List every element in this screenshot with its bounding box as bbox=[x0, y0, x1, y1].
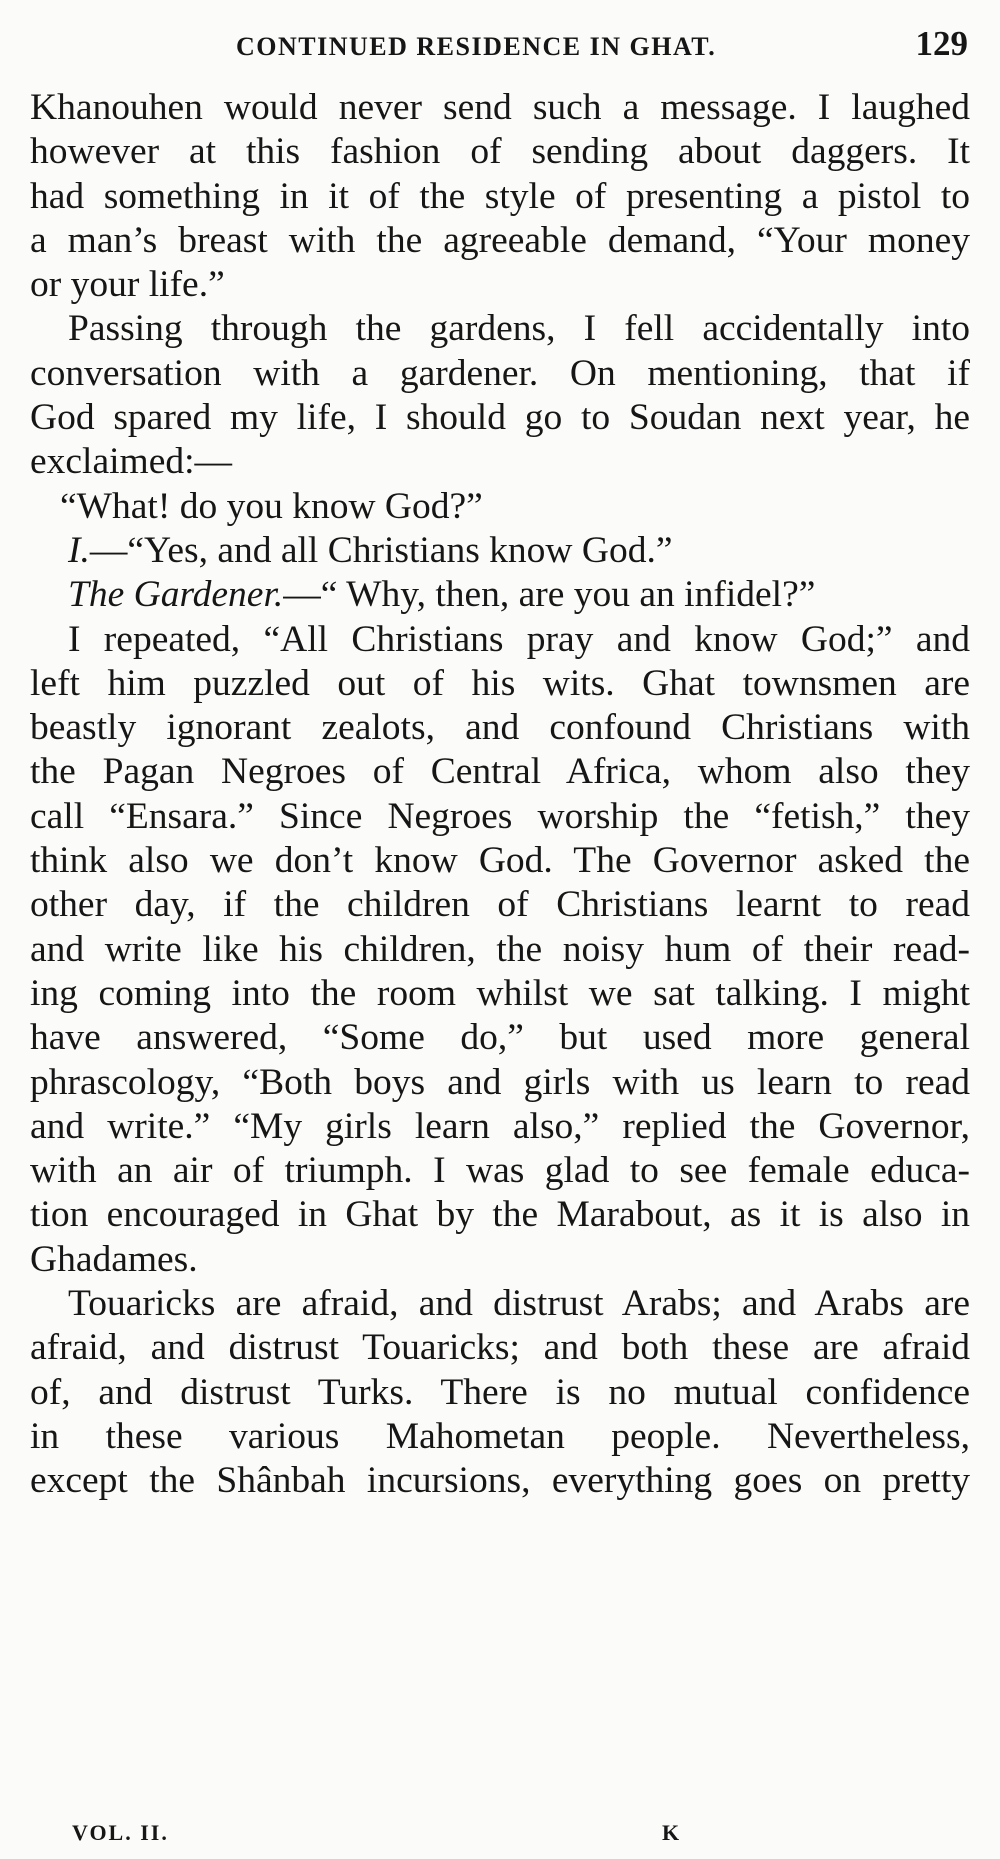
text-line: exclaimed:— bbox=[30, 441, 233, 483]
dialogue-line bbox=[30, 529, 970, 573]
text-line: beastly ignorant zealots, and confound Christians with bbox=[30, 707, 970, 749]
text-line: Ghadames. bbox=[30, 1238, 198, 1280]
text-line: Khanouhen would never send such a message. I laughed bbox=[30, 87, 970, 128]
text-line: had something in it of the style of presenting a pistol to bbox=[30, 175, 970, 217]
text-line: Touaricks are afraid, and distrust Arabs; and Arabs are bbox=[68, 1283, 970, 1325]
text-line: phrascology, “Both boys and girls with us learn to read bbox=[30, 1061, 970, 1103]
text-line: left him puzzled out of his wits. Ghat townsmen are bbox=[30, 662, 970, 704]
page-footer bbox=[30, 1820, 830, 1852]
text-line: think also we don’t know God. The Governor asked the bbox=[30, 840, 970, 882]
text-line: afraid, and distrust Touaricks; and both these are afraid bbox=[30, 1327, 970, 1369]
text-line: and write like his children, the noisy hum of their read- bbox=[30, 928, 970, 970]
text-line: except the Shânbah incursions, everything goes on pretty bbox=[30, 1460, 970, 1502]
text-line: and write.” “My girls learn also,” replied the Governor, bbox=[30, 1105, 970, 1147]
running-head: CONTINUED RESIDENCE IN GHAT. bbox=[236, 32, 717, 61]
body-text bbox=[30, 86, 970, 1504]
text-line: “What! do you know God?” bbox=[60, 485, 483, 527]
text-line: however at this fashion of sending about daggers. It bbox=[30, 131, 970, 173]
page-header bbox=[30, 24, 968, 68]
text-line: call “Ensara.” Since Negroes worship the “fetish,” they bbox=[30, 795, 970, 837]
dialogue-text: —“Yes, and all Christians know God.” bbox=[89, 529, 673, 571]
volume-marker: VOL. II. bbox=[72, 1820, 169, 1845]
page-number: 129 bbox=[915, 24, 968, 63]
signature-mark: K bbox=[662, 1820, 680, 1845]
text-line: of, and distrust Turks. There is no mutual confidence bbox=[30, 1371, 970, 1413]
text-line: ing coming into the room whilst we sat talking. I might bbox=[30, 972, 970, 1014]
text-line: I repeated, “All Christians pray and know God;” and bbox=[68, 618, 970, 660]
text-line: other day, if the children of Christians learnt to read bbox=[30, 884, 970, 926]
text-line: have answered, “Some do,” but used more general bbox=[30, 1017, 970, 1059]
text-line: a man’s breast with the agreeable demand, “Your money bbox=[30, 219, 970, 261]
speaker-gardener: The Gardener. bbox=[68, 574, 284, 616]
text-line: or your life.” bbox=[30, 264, 225, 306]
text-line: with an air of triumph. I was glad to see female educa- bbox=[30, 1150, 970, 1192]
dialogue-line bbox=[30, 573, 970, 617]
text-line: tion encouraged in Ghat by the Marabout, as it is also in bbox=[30, 1194, 970, 1236]
speaker-narrator: I. bbox=[68, 529, 90, 571]
text-line: Passing through the gardens, I fell accidentally into bbox=[68, 308, 970, 350]
text-line: conversation with a gardener. On mentioning, that if bbox=[30, 352, 970, 394]
text-line: the Pagan Negroes of Central Africa, whom also they bbox=[30, 751, 970, 793]
text-line: God spared my life, I should go to Soudan next year, he bbox=[30, 397, 970, 439]
text-line: in these various Mahometan people. Nevertheless, bbox=[30, 1415, 970, 1457]
dialogue-text: —“ Why, then, are you an infidel?” bbox=[283, 574, 816, 616]
